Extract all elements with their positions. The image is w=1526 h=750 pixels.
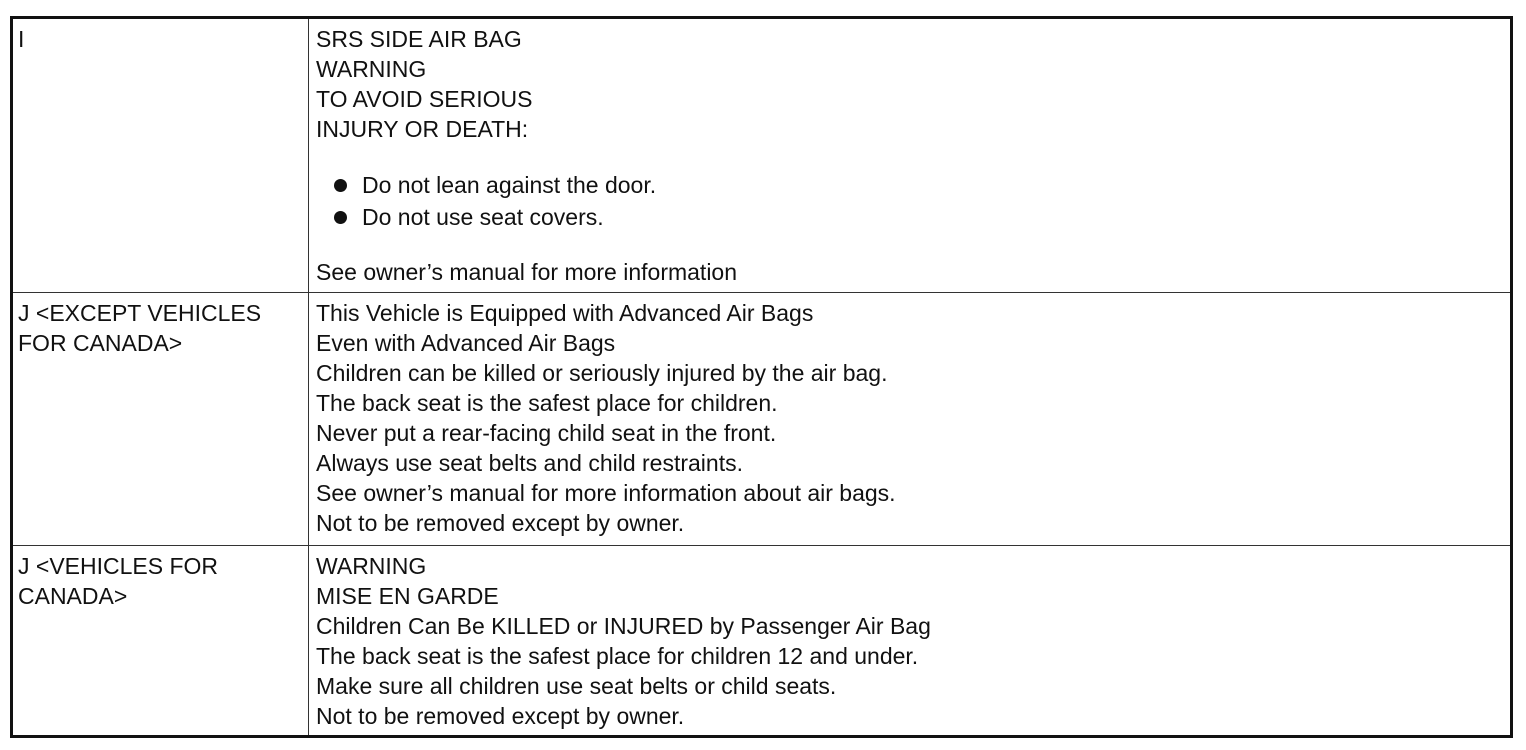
table-row-i xyxy=(13,19,1510,293)
bullet-dot-icon xyxy=(334,211,347,224)
row-label-line: I xyxy=(18,26,25,52)
content-line: Always use seat belts and child restraints. xyxy=(316,450,743,476)
content-line: SRS SIDE AIR BAG xyxy=(316,26,522,52)
bullet-dot-icon xyxy=(334,179,347,192)
content-line: Children can be killed or seriously injured by the air bag. xyxy=(316,360,888,386)
row-label-line: J <EXCEPT VEHICLES xyxy=(18,300,262,326)
table-row-j-canada xyxy=(13,546,1510,735)
content-line: Not to be removed except by owner. xyxy=(316,703,685,729)
row-label-line: FOR CANADA> xyxy=(18,330,183,356)
content-line: WARNING xyxy=(316,553,427,579)
content-line: TO AVOID SERIOUS xyxy=(316,86,533,112)
content-line: The back seat is the safest place for children 12 and under. xyxy=(316,643,919,669)
content-footer-line: See owner’s manual for more information xyxy=(316,259,738,285)
bullet-item xyxy=(316,201,1510,233)
content-line: This Vehicle is Equipped with Advanced Air Bags xyxy=(316,300,814,326)
row-content-cell xyxy=(310,546,1510,735)
bullet-text: Do not use seat covers. xyxy=(362,204,604,230)
content-line: INJURY OR DEATH: xyxy=(316,116,529,142)
row-content-cell xyxy=(310,19,1510,292)
content-line: Not to be removed except by owner. xyxy=(316,510,685,536)
content-line: MISE EN GARDE xyxy=(316,583,499,609)
content-line: Even with Advanced Air Bags xyxy=(316,330,616,356)
table-row-j-except-canada xyxy=(13,293,1510,546)
content-line: See owner’s manual for more information about air bags. xyxy=(316,480,896,506)
warning-bullet-list xyxy=(316,169,1510,233)
row-label-cell xyxy=(13,293,309,545)
content-line: Make sure all children use seat belts or child seats. xyxy=(316,673,837,699)
content-line: WARNING xyxy=(316,56,427,82)
bullet-item xyxy=(316,169,1510,201)
row-label-cell xyxy=(13,19,309,292)
content-line: Children Can Be KILLED or INJURED by Passenger Air Bag xyxy=(316,613,931,639)
row-content-cell xyxy=(310,293,1510,545)
bullet-text: Do not lean against the door. xyxy=(362,172,657,198)
row-label-line: CANADA> xyxy=(18,583,128,609)
label-table xyxy=(10,16,1513,738)
content-line: The back seat is the safest place for children. xyxy=(316,390,778,416)
row-label-line: J <VEHICLES FOR xyxy=(18,553,219,579)
content-line: Never put a rear-facing child seat in the front. xyxy=(316,420,777,446)
row-label-cell xyxy=(13,546,309,735)
